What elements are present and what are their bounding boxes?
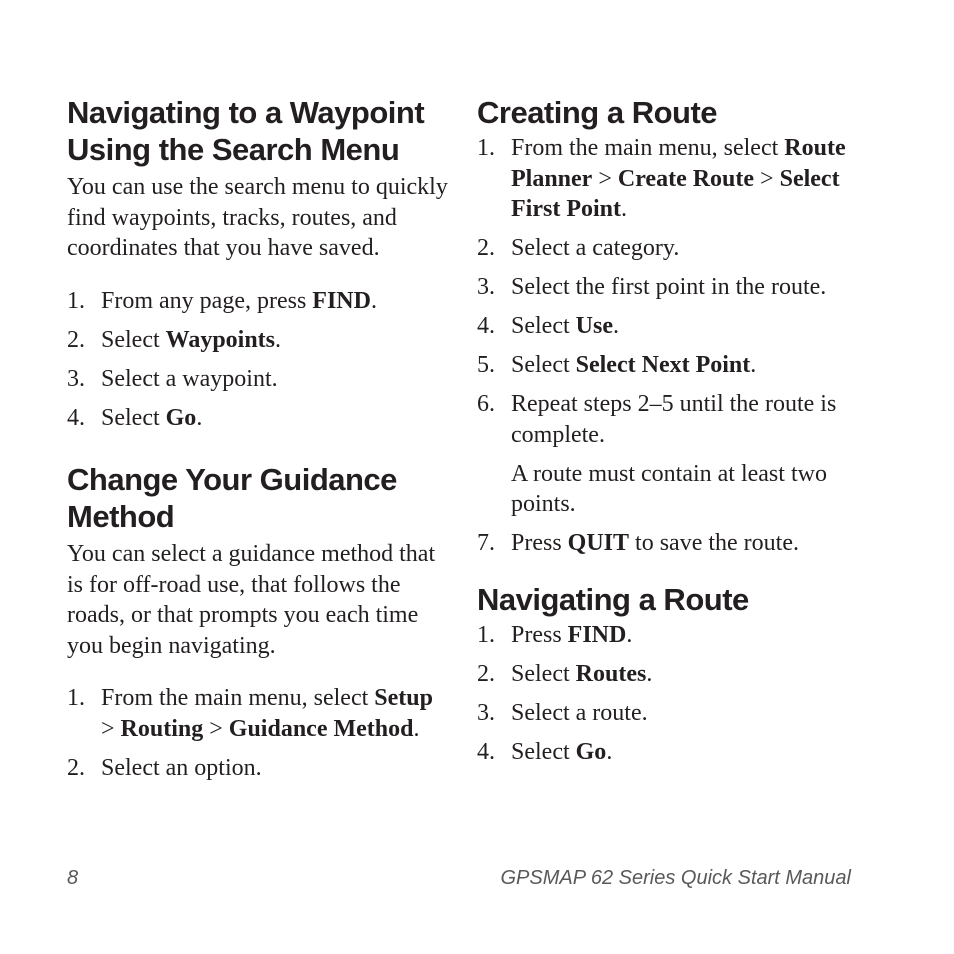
step-number: 2.: [67, 754, 85, 781]
step-number: 4.: [477, 738, 495, 765]
separator: >: [592, 165, 618, 192]
step-text: .: [606, 738, 613, 765]
step-text: Select a route.: [511, 699, 648, 726]
intro-paragraph: You can select a guidance method that is for off-road use, that follows the roads, or that prompts you each time you begin navigating.: [67, 541, 436, 659]
heading-line: Navigating to a Waypoint: [67, 95, 425, 130]
list-item: [67, 683, 452, 744]
list-item: [477, 698, 857, 729]
step-number: 3.: [477, 274, 495, 300]
step-number: 1.: [477, 621, 495, 648]
list-item: [67, 403, 452, 434]
step-text: Press: [511, 621, 568, 648]
section-heading: Navigating a Route: [477, 581, 749, 617]
section-heading: [67, 94, 452, 168]
creating-route-section: [477, 94, 857, 559]
list-item: [477, 133, 857, 225]
menu-option-label: Guidance Method: [228, 715, 414, 742]
step-text: to save the route.: [629, 530, 799, 556]
navigating-route-section: [477, 581, 857, 768]
step-text: Select: [101, 326, 166, 353]
menu-option-label: Go: [165, 404, 197, 431]
heading-line: Change Your Guidance: [67, 462, 397, 497]
list-item: [477, 528, 857, 559]
step-text: Select a category.: [511, 235, 680, 261]
list-item: [477, 737, 857, 768]
step-number: 2.: [67, 326, 85, 353]
step-number: 6.: [477, 391, 495, 417]
list-item: [477, 233, 857, 264]
step-text: Repeat steps 2–5 until the route is complete.: [511, 391, 837, 448]
step-number: 2.: [477, 235, 495, 261]
step-text: .: [413, 715, 420, 742]
step-text: Select an option.: [101, 754, 262, 781]
key-label: QUIT: [567, 530, 630, 556]
step-number: 4.: [477, 313, 495, 339]
step-text: Select: [511, 660, 576, 687]
list-item: [477, 350, 857, 381]
key-label: FIND: [312, 287, 371, 314]
menu-option-label: Setup: [374, 685, 433, 711]
steps-list: [477, 620, 857, 768]
step-number: 3.: [67, 365, 85, 392]
step-text: Select a waypoint.: [101, 365, 278, 392]
section-heading: [67, 461, 452, 535]
list-item: [67, 325, 452, 356]
step-number: 3.: [477, 699, 495, 726]
menu-option-label: Select Next Point: [575, 352, 751, 378]
list-item: [477, 311, 857, 342]
step-text: .: [370, 287, 377, 314]
list-item: [477, 620, 857, 651]
step-text: .: [626, 621, 633, 648]
step-text: .: [750, 352, 757, 378]
heading-line: Method: [67, 499, 175, 534]
step-number: 1.: [477, 135, 495, 161]
list-item: [477, 389, 857, 520]
list-item: [477, 659, 857, 690]
separator: >: [754, 165, 780, 192]
menu-option-label: Routing: [120, 715, 204, 742]
step-text: Press: [511, 530, 568, 556]
steps-list: [477, 133, 857, 559]
step-number: 1.: [67, 287, 85, 314]
step-text: From the main menu, select: [511, 135, 785, 161]
page-number: 8: [67, 867, 79, 889]
left-column: [67, 94, 452, 792]
step-text: .: [612, 313, 619, 339]
step-text: Select the first point in the route.: [511, 274, 827, 300]
separator: >: [203, 715, 229, 742]
menu-option-label: Use: [575, 313, 613, 339]
list-item: [67, 753, 452, 784]
separator: >: [101, 715, 121, 742]
step-note: A route must contain at least two points.: [511, 460, 827, 517]
menu-option-label: Waypoints: [165, 326, 276, 353]
step-number: 2.: [477, 660, 495, 687]
steps-list: [67, 683, 452, 783]
right-column: [477, 94, 857, 776]
step-text: From any page, press: [101, 287, 313, 314]
step-text: Select: [511, 738, 576, 765]
menu-option-label: Go: [575, 738, 607, 765]
step-number: 7.: [477, 530, 495, 556]
manual-title: GPSMAP 62 Series Quick Start Manual: [500, 867, 851, 889]
step-number: 5.: [477, 352, 495, 378]
step-text: .: [196, 404, 203, 431]
step-text: .: [646, 660, 653, 687]
section-heading: Creating a Route: [477, 95, 718, 130]
menu-option-label: Routes: [575, 660, 647, 687]
list-item: [67, 286, 452, 317]
intro-paragraph: You can use the search menu to quickly find waypoints, tracks, routes, and coordinates that you have saved.: [67, 174, 448, 261]
key-label: FIND: [567, 621, 627, 648]
step-text: From the main menu, select: [101, 685, 375, 711]
heading-line: Using the Search Menu: [67, 132, 400, 167]
steps-list: [67, 286, 452, 434]
step-number: 1.: [67, 685, 85, 711]
guidance-method-section: [67, 461, 452, 783]
menu-option-label: Route Planner: [511, 135, 846, 192]
waypoint-search-section: [67, 94, 452, 433]
step-number: 4.: [67, 404, 85, 431]
step-text: Select: [511, 313, 576, 339]
menu-option-label: Create Route: [617, 165, 755, 192]
step-text: .: [620, 196, 627, 222]
step-text: Select: [511, 352, 576, 378]
list-item: [477, 272, 857, 303]
step-text: .: [275, 326, 282, 353]
step-text: Select: [101, 404, 166, 431]
list-item: [67, 364, 452, 395]
menu-option-label: Select First Point: [511, 165, 840, 222]
